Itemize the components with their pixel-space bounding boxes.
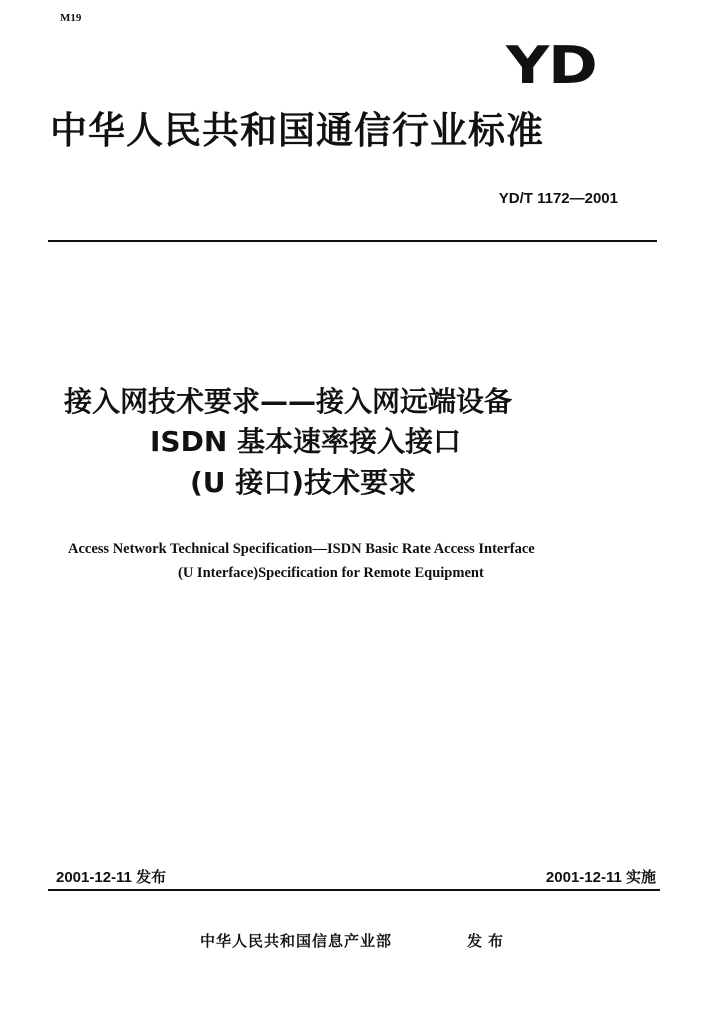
footer-divider	[48, 889, 660, 891]
english-title-line-2: (U Interface)Specification for Remote Equipment	[178, 565, 484, 581]
english-title-line-1: Access Network Technical Specification—ISDN Basic Rate Access Interface	[68, 541, 535, 557]
chinese-title-line-1: 接入网技术要求——接入网远端设备	[64, 385, 513, 418]
standard-category-title: 中华人民共和国通信行业标准	[50, 109, 544, 152]
standard-number: YD/T 1172—2001	[498, 190, 618, 207]
issue-label: 发布	[467, 932, 510, 950]
chinese-title-line-2: ISDN 基本速率接入接口	[150, 425, 462, 458]
publish-date: 2001-12-11 发布	[56, 869, 167, 886]
header-divider	[48, 240, 657, 242]
issuing-authority: 中华人民共和国信息产业部	[200, 932, 393, 950]
yd-logo: YD	[506, 36, 597, 96]
classification-code: M19	[60, 12, 82, 24]
chinese-title-line-3: (U 接口)技术要求	[190, 466, 417, 499]
implementation-date: 2001-12-11 实施	[545, 869, 656, 886]
